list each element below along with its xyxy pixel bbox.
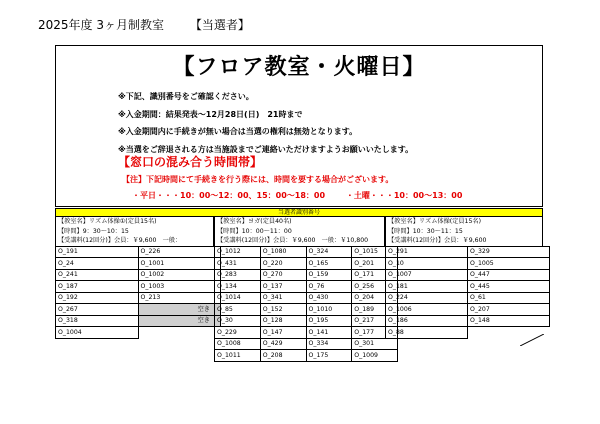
id-cell: O_165 — [306, 258, 352, 270]
id-cell: O_134 — [215, 281, 261, 293]
id-cell: O_171 — [352, 269, 398, 281]
table-row — [386, 315, 550, 327]
id-table — [214, 246, 398, 362]
class-name: 【教室名】ヨガ(定員40名) — [214, 217, 385, 227]
id-table — [55, 246, 221, 339]
class-time: 【時間】10：00〜11：00 — [214, 227, 385, 237]
id-cell: O_341 — [260, 292, 306, 304]
id-cell: O_1007 — [386, 269, 468, 281]
table-row — [56, 281, 221, 293]
id-band: 当選者識別番号 — [55, 208, 543, 217]
notice-line: ※下記、識別番号をご確認ください。 — [118, 92, 254, 101]
table-row — [56, 327, 221, 339]
id-cell: O_1005 — [468, 258, 550, 270]
id-cell: O_1006 — [386, 304, 468, 316]
class-column-yoga — [214, 217, 385, 362]
saturday-hours: ・土曜・・・10：00〜13：00 — [345, 191, 463, 200]
table-row — [56, 315, 221, 327]
id-cell: O_329 — [468, 246, 550, 258]
id-cell: O_1012 — [215, 246, 261, 258]
table-row — [215, 281, 398, 293]
table-row — [215, 246, 398, 258]
class-column-rhythm-2 — [385, 217, 543, 339]
id-cell: O_447 — [468, 269, 550, 281]
window-heading: 【窓口の混み合う時間帯】 — [118, 155, 263, 169]
weekday-hours: ・平日・・・10：00〜12：00、15：00〜18：00 — [132, 191, 326, 200]
table-row — [386, 292, 550, 304]
id-cell: O_1010 — [306, 304, 352, 316]
page-header — [38, 16, 250, 33]
id-cell: O_208 — [260, 350, 306, 362]
id-cell: O_213 — [138, 292, 221, 304]
id-cell: O_1014 — [215, 292, 261, 304]
id-cell: O_324 — [306, 246, 352, 258]
table-row — [386, 304, 550, 316]
class-time: 【時間】10：30〜11：15 — [385, 227, 543, 237]
id-cell: O_195 — [306, 315, 352, 327]
id-cell: O_334 — [306, 338, 352, 350]
notice-title: 【フロア教室・火曜日】 — [172, 55, 426, 80]
id-cell: O_429 — [260, 338, 306, 350]
id-cell: O_159 — [306, 269, 352, 281]
id-cell: O_267 — [56, 304, 139, 316]
id-cell: O_24 — [56, 258, 139, 270]
window-note: 【注】下記時間にて手続きを行う際には、時間を要する場合がございます。 — [122, 175, 394, 184]
id-cell: O_10 — [386, 258, 468, 270]
table-row — [215, 350, 398, 362]
id-cell: O_189 — [352, 304, 398, 316]
id-cell: O_229 — [215, 327, 261, 339]
id-cell: O_1011 — [215, 350, 261, 362]
id-cell: O_201 — [352, 258, 398, 270]
id-cell: O_217 — [352, 315, 398, 327]
id-cell: O_30 — [215, 315, 261, 327]
class-name: 【教室名】リズム体操①(定員15名) — [55, 217, 214, 227]
winner-tag: 【当選者】 — [189, 18, 250, 32]
id-cell: O_241 — [56, 269, 139, 281]
vacant-cell: 空き — [138, 315, 221, 327]
id-cell: O_224 — [386, 292, 468, 304]
notice-line: ※入金期間内に手続きが無い場合は当選の権利は無効となります。 — [118, 127, 358, 136]
id-cell: O_148 — [468, 315, 550, 327]
id-cell: O_61 — [468, 292, 550, 304]
class-name: 【教室名】リズム体操(定員15名) — [385, 217, 543, 227]
id-cell: O_1015 — [352, 246, 398, 258]
id-cell: O_192 — [56, 292, 139, 304]
class-column-rhythm-1 — [55, 217, 214, 339]
busy-hours — [132, 190, 462, 201]
id-cell: O_186 — [386, 315, 468, 327]
period-label: 2025年度 3ヶ月制教室 — [38, 18, 164, 32]
id-cell: O_226 — [138, 246, 221, 258]
id-cell: O_283 — [215, 269, 261, 281]
id-table — [385, 246, 550, 339]
id-cell: O_1009 — [352, 350, 398, 362]
id-cell: O_1001 — [138, 258, 221, 270]
id-cell: O_85 — [215, 304, 261, 316]
id-cell: O_445 — [468, 281, 550, 293]
id-cell: O_207 — [468, 304, 550, 316]
table-row — [56, 258, 221, 270]
id-cell: O_1003 — [138, 281, 221, 293]
table-row — [215, 258, 398, 270]
table-row — [215, 338, 398, 350]
notice-lines — [118, 88, 413, 158]
id-cell: O_76 — [306, 281, 352, 293]
table-row — [56, 269, 221, 281]
table-row — [386, 281, 550, 293]
id-cell: O_204 — [352, 292, 398, 304]
class-fee: 【受講料(12回分)】会員：￥9,600 一般： — [55, 236, 214, 246]
id-cell: O_187 — [56, 281, 139, 293]
table-row — [215, 315, 398, 327]
id-cell: O_270 — [260, 269, 306, 281]
id-cell: O_88 — [386, 327, 468, 339]
id-cell: O_301 — [352, 338, 398, 350]
id-cell: O_141 — [306, 327, 352, 339]
table-row — [215, 327, 398, 339]
id-cell: O_318 — [56, 315, 139, 327]
table-row — [56, 292, 221, 304]
id-cell: O_256 — [352, 281, 398, 293]
id-cell: O_147 — [260, 327, 306, 339]
id-cell: O_1004 — [56, 327, 139, 339]
table-row — [386, 258, 550, 270]
id-cell: O_152 — [260, 304, 306, 316]
table-row — [215, 304, 398, 316]
id-cell: O_1080 — [260, 246, 306, 258]
id-cell: O_175 — [306, 350, 352, 362]
id-cell: O_1008 — [215, 338, 261, 350]
id-cell: O_191 — [56, 246, 139, 258]
id-cell: O_177 — [352, 327, 398, 339]
page-fold-mark — [520, 334, 544, 346]
id-cell: O_220 — [260, 258, 306, 270]
notice-box — [55, 45, 543, 207]
id-cell: O_128 — [260, 315, 306, 327]
id-cell: O_137 — [260, 281, 306, 293]
table-row — [215, 269, 398, 281]
id-cell: O_1002 — [138, 269, 221, 281]
notice-line: ※当選をご辞退される方は当施設までご連絡いただけますようお願いいたします。 — [118, 144, 414, 154]
class-time: 【時間】9：30〜10：15 — [55, 227, 214, 237]
empty-cell — [138, 327, 221, 339]
table-row — [386, 269, 550, 281]
notice-line: ※入金期間：結果発表〜12月28日(日) 21時まで — [118, 109, 303, 119]
class-fee: 【受講料(12回分)】会員：￥9,600 一般：￥10,800 — [214, 236, 385, 246]
id-cell: O_431 — [215, 258, 261, 270]
id-cell: O_291 — [386, 246, 468, 258]
table-row — [56, 304, 221, 316]
id-cell: O_181 — [386, 281, 468, 293]
id-cell: O_430 — [306, 292, 352, 304]
table-row — [215, 292, 398, 304]
table-row — [386, 246, 550, 258]
table-row — [56, 246, 221, 258]
class-fee: 【受講料(12回分)】会員：￥9,600 — [385, 236, 543, 246]
vacant-cell: 空き — [138, 304, 221, 316]
